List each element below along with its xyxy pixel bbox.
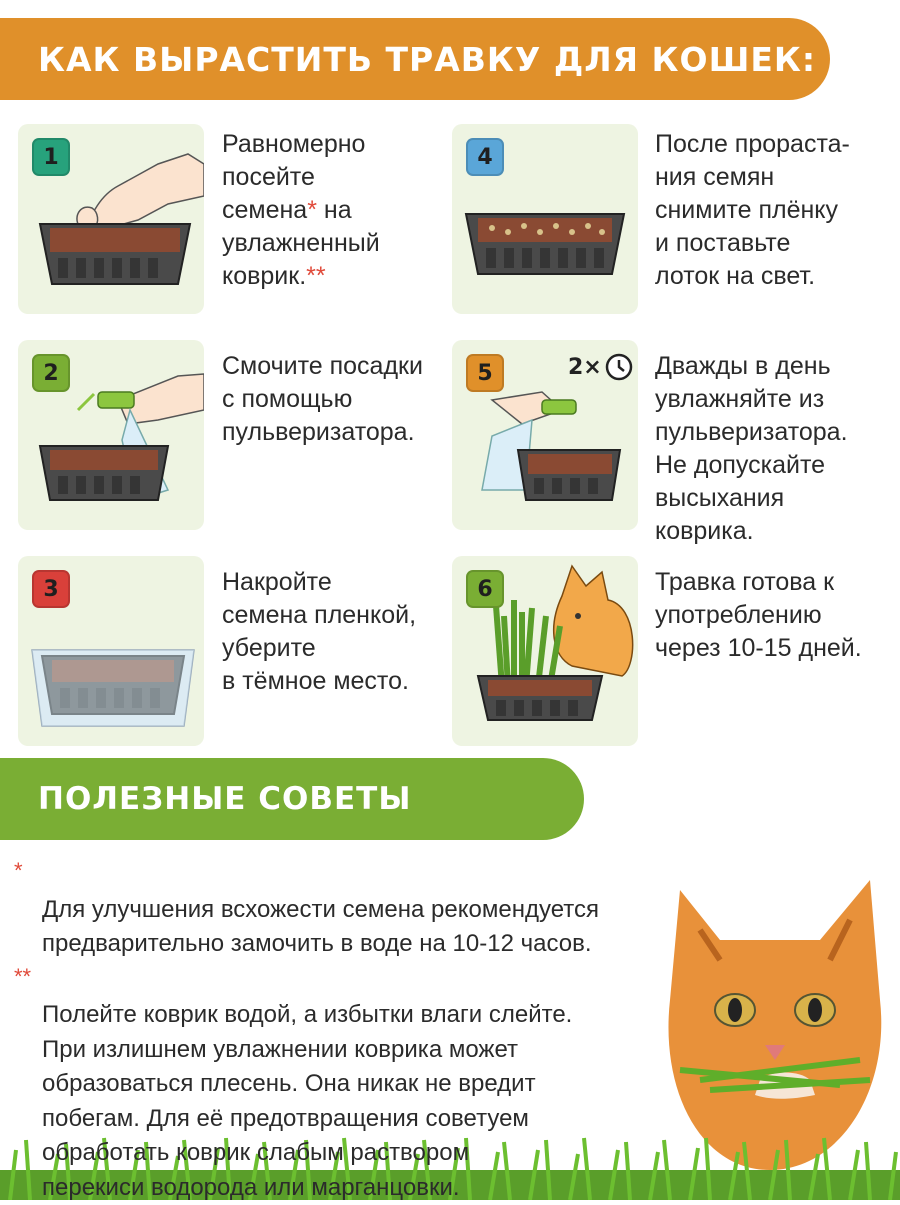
footnote-mark: *	[14, 854, 23, 889]
twice-daily-timer	[568, 352, 634, 382]
footnote-mark-double: **	[306, 262, 325, 290]
header-banner	[0, 18, 830, 100]
step-1-text-main: Равномерно посейте семена	[222, 130, 365, 224]
step-card-3	[18, 556, 204, 746]
step-3-text: Накройте семена пленкой, уберите в тёмное место.	[222, 566, 416, 698]
step-number-badge: 1	[32, 138, 70, 176]
timer-label: 2×	[568, 355, 602, 380]
step-card-6	[452, 556, 638, 746]
step-5-text: Дважды в день увлажняйте из пульверизатора. Не допускайте высыхания коврика.	[655, 350, 848, 548]
tip-item	[14, 858, 704, 962]
footnote-mark: *	[307, 196, 317, 224]
step-1-text	[222, 128, 380, 293]
step-4-text: После прораста- ния семян снимите плёнку и поставьте лоток на свет.	[655, 128, 850, 293]
page-title: КАК ВЫРАСТИТЬ ТРАВКУ ДЛЯ КОШЕК:	[38, 40, 816, 79]
step-number-badge: 2	[32, 354, 70, 392]
step-number-badge: 4	[466, 138, 504, 176]
tip-text: Полейте коврик водой, а избытки влаги слейте. При излишнем увлажнении коврика может образоваться плесень. Она никак не вредит побегам. Для её предотвращения советуем обработать коврик слабым раствором перекиси водорода или марганцовки.	[42, 1001, 572, 1201]
tips-banner	[0, 758, 584, 840]
step-1-text-rest: на увлажненный коврик.	[222, 196, 380, 290]
tip-item	[14, 964, 704, 1205]
step-number-badge: 6	[466, 570, 504, 608]
footnote-mark-double: **	[14, 960, 31, 995]
step-card-2	[18, 340, 204, 530]
step-number-badge: 5	[466, 354, 504, 392]
tips-title: ПОЛЕЗНЫЕ СОВЕТЫ	[38, 781, 411, 817]
step-6-text: Травка готова к употреблению через 10-15 дней.	[655, 566, 862, 665]
tips-list	[14, 858, 704, 1205]
step-2-text: Смочите посадки с помощью пульверизатора.	[222, 350, 423, 449]
step-card-1	[18, 124, 204, 314]
step-number-badge: 3	[32, 570, 70, 608]
clock-icon	[604, 352, 634, 382]
tip-text: Для улучшения всхожести семена рекомендуется предварительно замочить в воде на 10-12 часов.	[42, 896, 599, 958]
step-card-4	[452, 124, 638, 314]
